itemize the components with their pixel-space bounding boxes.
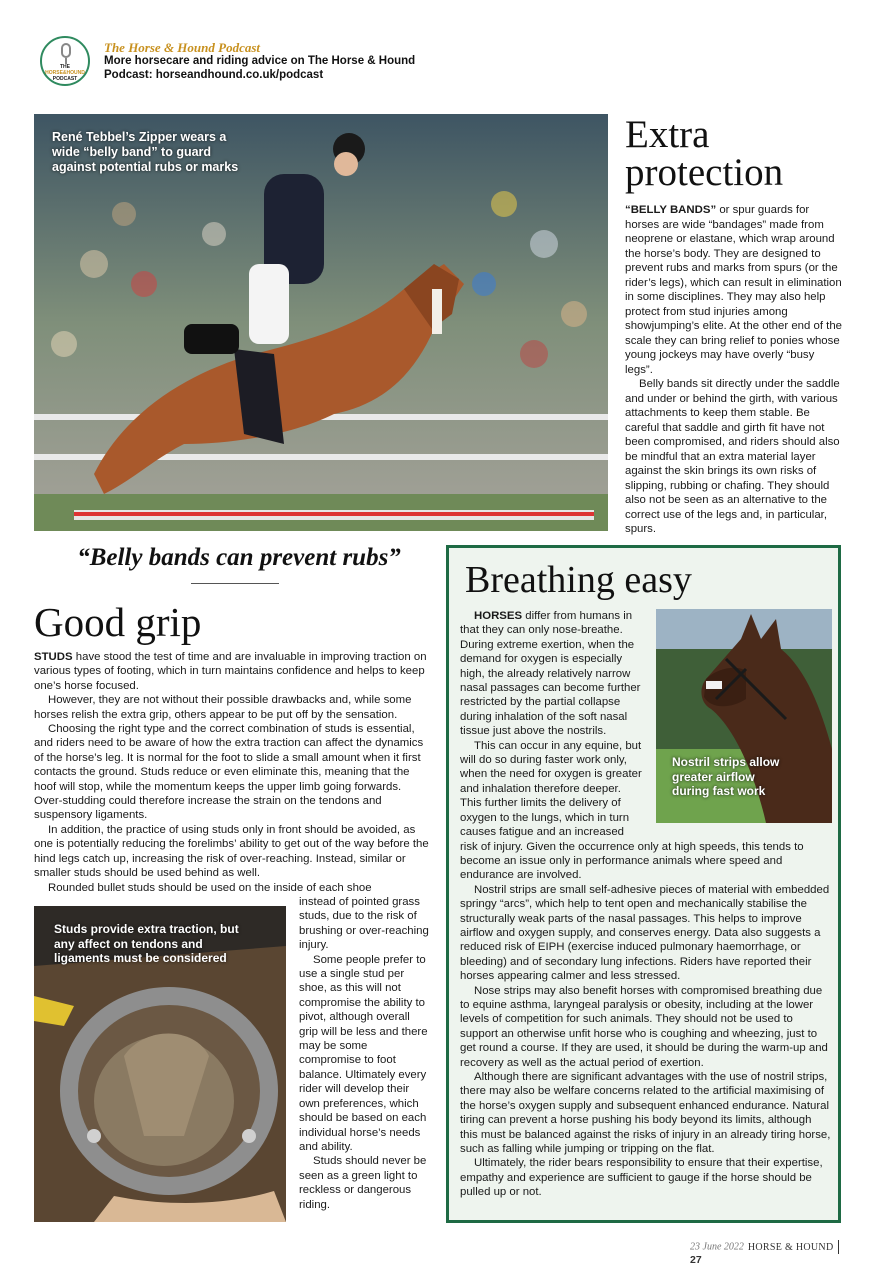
extra-protection-body — [625, 203, 843, 537]
page-folio — [690, 1240, 850, 1266]
paragraph: Although there are significant advantages with the use of nostril strips, there may also be welfare concerns related to the artificial maximising of the horse’s oxygen supply and subsequent enhanced endurance. Natural tiring can prevent a horse pushing his body beyond its limits, although this must be balanced against the risks of injury in an already tiring horse, such as falling while jumping or tripping on the flat. — [460, 1071, 831, 1156]
studs-photo-caption: Studs provide extra traction, but any affect on tendons and ligaments must be considered — [54, 922, 239, 965]
breathing-easy-box — [446, 545, 841, 1223]
pull-quote: “Belly bands can prevent rubs” — [77, 544, 401, 571]
paragraph: Nostril strips are small self-adhesive pieces of material with embedded springy “arcs”, which help to tent open and mechanically stabilise the structurally weak parts of the nasal passages. This helps to improve airflow and oxygen supply, and conserves energy. Data also suggests a reduced risk of EIPH (exercise induced pulmonary haemorrhage, or bleeding) and of secondary lung infections. Riders have reported their horses appearing calmer and less stressed. — [460, 883, 830, 983]
issue-date: 23 June 2022 — [690, 1241, 744, 1253]
paragraph: Nose strips may also benefit horses with compromised breathing due to equine asthma, laryngeal paralysis or obesity, including at the lower levels of competition for such animals. They should not be used to support an otherwise unfit horse who is coughing and wheezing, just to get round a course. If they are used, it should be during the warm-up and recovery as well as the actual period of exertion. — [460, 984, 828, 1069]
page-number: 27 — [690, 1254, 702, 1266]
podcast-link[interactable]: More horsecare and riding advice on The Horse & Hound Podcast: horseandhound.co.uk/podcast — [104, 55, 416, 81]
paragraph: Choosing the right type and the correct combination of studs is essential, and riders need to be aware of how the extra traction can affect the dynamics of the horse’s leg. It is normal for the foot to slide a small amount when it first contacts the ground. Studs reduce or even eliminate this, meaning that the hoof will stop, while the momentum keeps the upper limb going forwards. Over-studding could therefore increase the strain on the tendons and suspensory ligaments. — [34, 723, 424, 822]
publication-name: HORSE & HOUND — [747, 1241, 834, 1253]
hero-photo — [34, 114, 608, 531]
paragraph: HORSES differ from humans in that they can only nose-breathe. During extreme exertion, when the demand for oxygen is especially high, the already relatively narrow nasal passages can become further restricted by the partial collapse during inhalation of the soft nasal tissue just above the nostrils. — [460, 610, 641, 738]
lead-in: HORSES — [474, 610, 523, 622]
podcast-logo — [40, 36, 90, 86]
podcast-title: The Horse & Hound Podcast — [104, 40, 261, 55]
good-grip-body-continued — [299, 895, 431, 1212]
microphone-icon — [61, 43, 71, 58]
paragraph: This can occur in any equine, but will do so during faster work only, when the need for oxygen is greater and inhalation therefore deeper. This further limits the delivery of oxygen to the lungs, which in turn causes fatigue and an increased risk of injury. Given the occurrence only at high speeds, this tends to become an issue only in performance animals where speed and endurance are involved. — [460, 739, 804, 882]
podcast-logo-line: THE — [60, 64, 70, 70]
showjumping-horse-image — [34, 114, 608, 531]
hero-caption: René Tebbel’s Zipper wears a wide “belly band” to guard against potential rubs or marks — [52, 130, 239, 174]
breathing-easy-heading: Breathing easy — [465, 559, 692, 601]
paragraph: instead of pointed grass studs, due to the risk of brushing or over-reaching injury. — [299, 896, 429, 952]
paragraph: However, they are not without their possible drawbacks and, while some horses relish the extra grip, others appear to be put off by the sensation. — [34, 694, 412, 721]
paragraph: Rounded bullet studs should be used on the inside of each shoe — [48, 881, 372, 894]
paragraph: Ultimately, the rider bears responsibility to ensure that their expertise, empathy and experience are sufficient to gauge if the horse should be pulled up or not. — [460, 1157, 823, 1199]
podcast-logo-line: HORSE&HOUND — [45, 70, 85, 76]
good-grip-heading: Good grip — [34, 599, 202, 645]
podcast-logo-line: PODCAST — [52, 76, 78, 82]
breathing-easy-body — [460, 609, 832, 1200]
studs-photo — [34, 906, 286, 1222]
lead-in: STUDS — [34, 651, 73, 663]
paragraph: Some people prefer to use a single stud per shoe, as this will not compromise the ability to pivot, although overall grip will be less and there may be some compromise to foot balance. Ultimately every rider will develop their own preferences, which should be based on each individual horse’s needs and ability. — [299, 953, 428, 1153]
paragraph: Studs should never be seen as a green light to reckless or dangerous riding. — [299, 1155, 427, 1211]
paragraph: “BELLY BANDS” or spur guards for horses are wide “bandages” made from neoprene or elastane, which wrap around the horse’s body. They are designed to prevent rubs and marks from spurs (or the rider’s legs), which can result in elimination in some disciplines. They may also help protect from stud injuries among showjumping’s elite. At the other end of the scale they can bring relief to ponies whose young jockeys may have overly “busy legs”. — [625, 204, 842, 376]
divider — [191, 583, 279, 584]
nostril-strip-caption: Nostril strips allow greater airflow during fast work — [672, 755, 780, 798]
good-grip-body — [34, 650, 430, 895]
paragraph: In addition, the practice of using studs only in front should be avoided, as one is potentially reducing the forelimbs’ ability to get out of the way before the hind legs catch up, increasing the risk of over-reaching. Instead, similar or smaller studs should be used behind as well. — [34, 823, 429, 880]
nostril-strip-photo — [656, 609, 832, 823]
lead-in: “BELLY BANDS” — [625, 204, 717, 216]
extra-protection-heading: Extra protection — [625, 113, 784, 194]
podcast-banner — [40, 36, 440, 88]
paragraph: Belly bands sit directly under the saddle and under or behind the girth, with various attachments to keep them stable. Be careful that saddle and girth fit have not been compromised, and riders should also be mindful that an extra material layer against the skin brings its own risks of slipping, rubbing or chafing. They should also not be seen as an alternative to the correct use of the legs and, in particular, spurs. — [625, 378, 840, 535]
paragraph: STUDS have stood the test of time and are invaluable in improving traction on various types of footing, which in turn maintains confidence and helps to keep one’s horse focused. — [34, 651, 427, 692]
